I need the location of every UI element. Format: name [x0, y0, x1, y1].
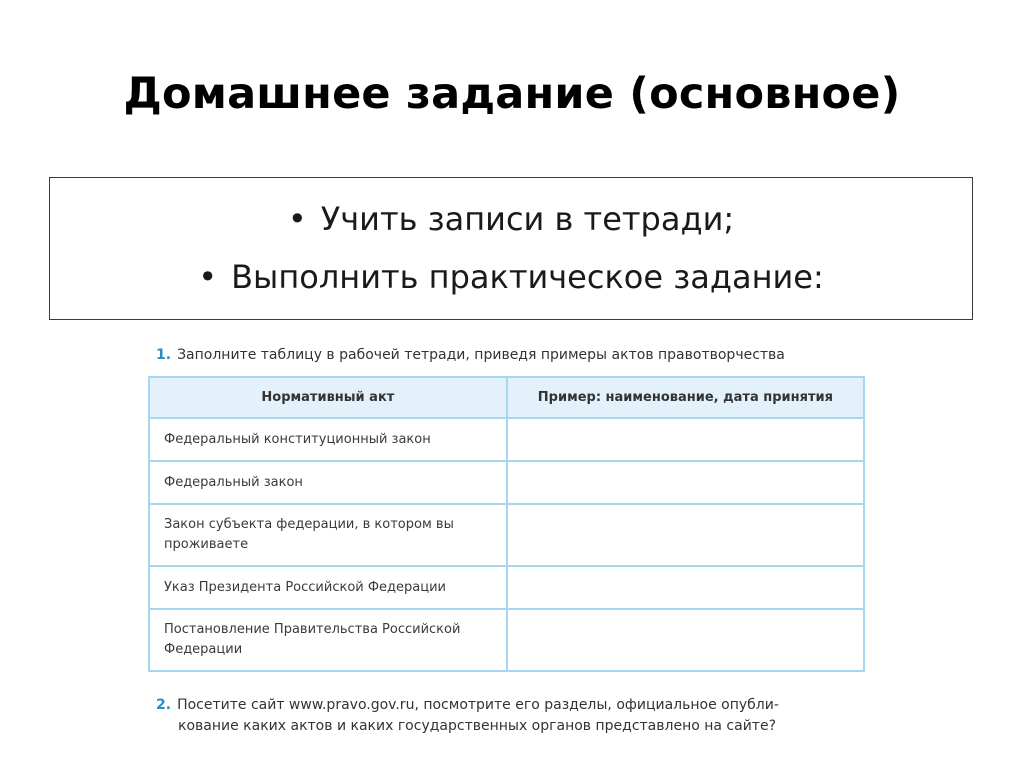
- bullet-list: [50, 190, 972, 306]
- example-cell: [507, 418, 864, 461]
- bullet-box: [49, 177, 973, 320]
- act-cell: Закон субъекта федерации, в котором вы проживаете: [149, 504, 507, 566]
- task-2-line-1: Посетите сайт www.pravo.gov.ru, посмотрите его разделы, официальное опубли-: [177, 697, 779, 713]
- table-row: [149, 609, 864, 671]
- example-cell: [507, 609, 864, 671]
- slide-title: Домашнее задание (основное): [123, 69, 901, 119]
- bullet-dot-icon: •: [198, 258, 218, 296]
- bullet-text: Учить записи в тетради;: [320, 200, 735, 238]
- header-example: Пример: наименование, дата принятия: [507, 377, 864, 418]
- bullet-item-study-notes: [50, 190, 972, 248]
- task-2: [156, 695, 868, 737]
- table-row: [149, 418, 864, 461]
- bullet-item-practical-task: [50, 248, 972, 306]
- example-cell: [507, 504, 864, 566]
- header-normative-act: Нормативный акт: [149, 377, 507, 418]
- table-row: [149, 461, 864, 504]
- task-1-text: Заполните таблицу в рабочей тетради, приведя примеры актов правотворчества: [177, 347, 785, 363]
- bullet-text: Выполнить практическое задание:: [231, 258, 824, 296]
- task-2-line-2: кование каких актов и каких государственных органов представлено на сайте?: [178, 718, 776, 734]
- act-cell: Федеральный закон: [149, 461, 507, 504]
- bullet-dot-icon: •: [287, 200, 307, 238]
- task-1: [156, 345, 785, 366]
- act-cell: Федеральный конституционный закон: [149, 418, 507, 461]
- task-2-number: 2.: [156, 697, 172, 713]
- example-cell: [507, 461, 864, 504]
- task-1-number: 1.: [156, 347, 172, 363]
- example-cell: [507, 566, 864, 609]
- acts-table: [148, 376, 865, 672]
- worksheet-image: [148, 340, 868, 750]
- table-row: [149, 566, 864, 609]
- act-cell: Постановление Правительства Российской Федерации: [149, 609, 507, 671]
- table-row: [149, 504, 864, 566]
- table-header-row: [149, 377, 864, 418]
- act-cell: Указ Президента Российской Федерации: [149, 566, 507, 609]
